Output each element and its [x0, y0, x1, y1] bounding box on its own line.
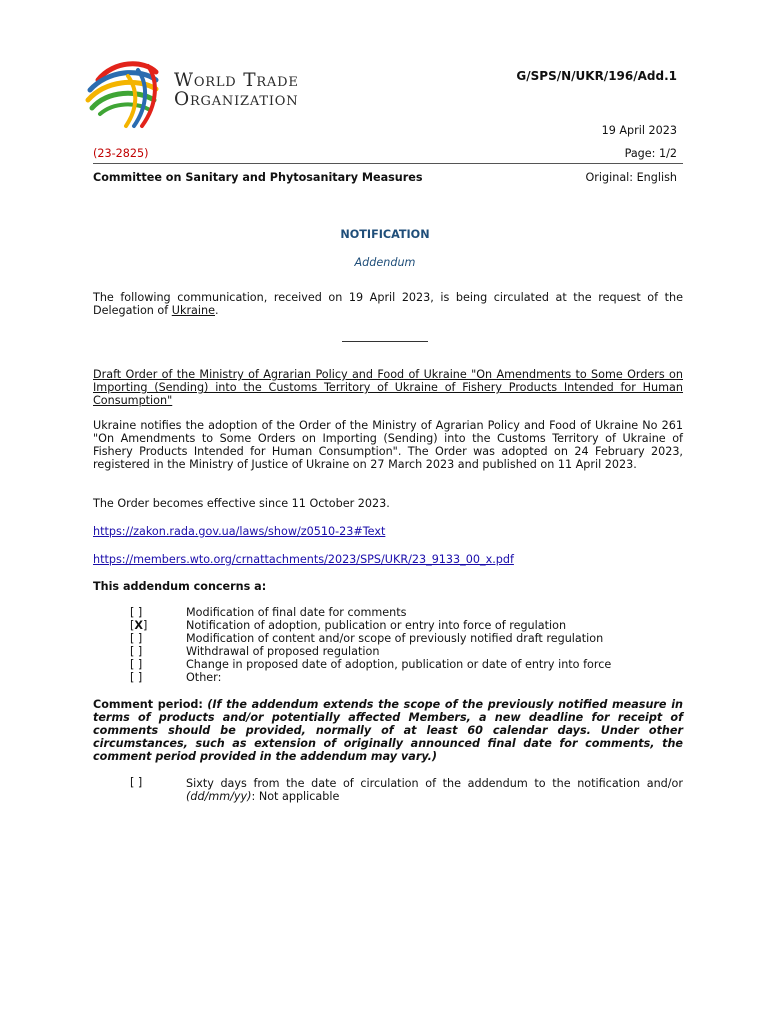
- page-number: Page: 1/2: [624, 147, 677, 160]
- option-label-3: Modification of content and/or scope of previously notified draft regulation: [186, 632, 604, 645]
- sixty-days-checkbox: [ ]: [130, 776, 143, 789]
- option-checkbox-2: [X]: [130, 619, 148, 632]
- option-label-5: Change in proposed date of adoption, publication or date of entry into force: [186, 658, 612, 671]
- sixty-days-paragraph: [186, 777, 683, 803]
- option-label-2: Notification of adoption, publication or entry into force of regulation: [186, 619, 567, 632]
- organization-name-line1: World Trade: [174, 70, 299, 91]
- organization-name: [174, 71, 299, 109]
- comment-period-paragraph: [93, 698, 683, 763]
- addendum-subheading: Addendum: [354, 256, 416, 269]
- comment-period-text: (If the addendum extends the scope of the previously notified measure in terms of products and/or potentially affected Members, a new deadline for receipt of comments should be provided, normally of at least 60 calendar days. Under other circumstances, such as extension of originally announced final date for comments, the comment period provided in the addendum may vary.): [93, 698, 683, 763]
- sixty-days-value: : Not applicable: [251, 790, 340, 803]
- effective-date-text: The Order becomes effective since 11 October 2023.: [93, 497, 390, 510]
- wto-attachment-link[interactable]: https://members.wto.org/crnattachments/2023/SPS/UKR/23_9133_00_x.pdf: [93, 553, 514, 566]
- section-separator: [342, 341, 428, 342]
- measure-description: Ukraine notifies the adoption of the Order of the Ministry of Agrarian Policy and Food of Ukraine No 261 "On Amendments to Some Orders on Importing (Sending) into the Customs Territory of Ukraine of Fishery Products Intended for Human Consumption". The Order was adopted on 24 February 2023, registered in the Ministry of Justice of Ukraine on 27 March 2023 and published on 11 April 2023.: [93, 419, 683, 471]
- option-checkbox-5: [ ]: [130, 658, 143, 671]
- header-divider: [93, 163, 683, 164]
- comment-period-label: Comment period:: [93, 698, 203, 711]
- zakon-link[interactable]: https://zakon.rada.gov.ua/laws/show/z0510-23#Text: [93, 525, 386, 538]
- option-label-4: Withdrawal of proposed regulation: [186, 645, 380, 658]
- intro-end: .: [215, 304, 219, 317]
- original-language: Original: English: [585, 171, 677, 184]
- option-label-6: Other:: [186, 671, 222, 684]
- document-reference: (23-2825): [93, 147, 149, 160]
- organization-name-line2: Organization: [174, 89, 299, 110]
- measure-title: Draft Order of the Ministry of Agrarian Policy and Food of Ukraine "On Amendments to Some Orders on Importing (Sending) into the Customs Territory of Ukraine of Fishery Products Intended for Human Consumption": [93, 368, 683, 407]
- option-checkbox-6: [ ]: [130, 671, 143, 684]
- notification-heading: NOTIFICATION: [340, 228, 430, 241]
- option-checkbox-4: [ ]: [130, 645, 143, 658]
- concerns-label: This addendum concerns a:: [93, 580, 267, 593]
- intro-paragraph: [93, 291, 683, 317]
- member-name: Ukraine: [171, 304, 215, 317]
- committee-name: Committee on Sanitary and Phytosanitary Measures: [93, 171, 423, 184]
- sixty-days-text: Sixty days from the date of circulation of the addendum to the notification and/or: [186, 777, 683, 790]
- document-date: 19 April 2023: [601, 124, 677, 137]
- document-symbol: G/SPS/N/UKR/196/Add.1: [516, 69, 677, 83]
- option-checkbox-1: [ ]: [130, 606, 143, 619]
- option-checkbox-3: [ ]: [130, 632, 143, 645]
- option-label-1: Modification of final date for comments: [186, 606, 407, 619]
- intro-text: The following communication, received on 19 April 2023, is being circulated at the request of the Delegation of: [93, 291, 683, 317]
- date-format: (dd/mm/yy): [186, 790, 252, 803]
